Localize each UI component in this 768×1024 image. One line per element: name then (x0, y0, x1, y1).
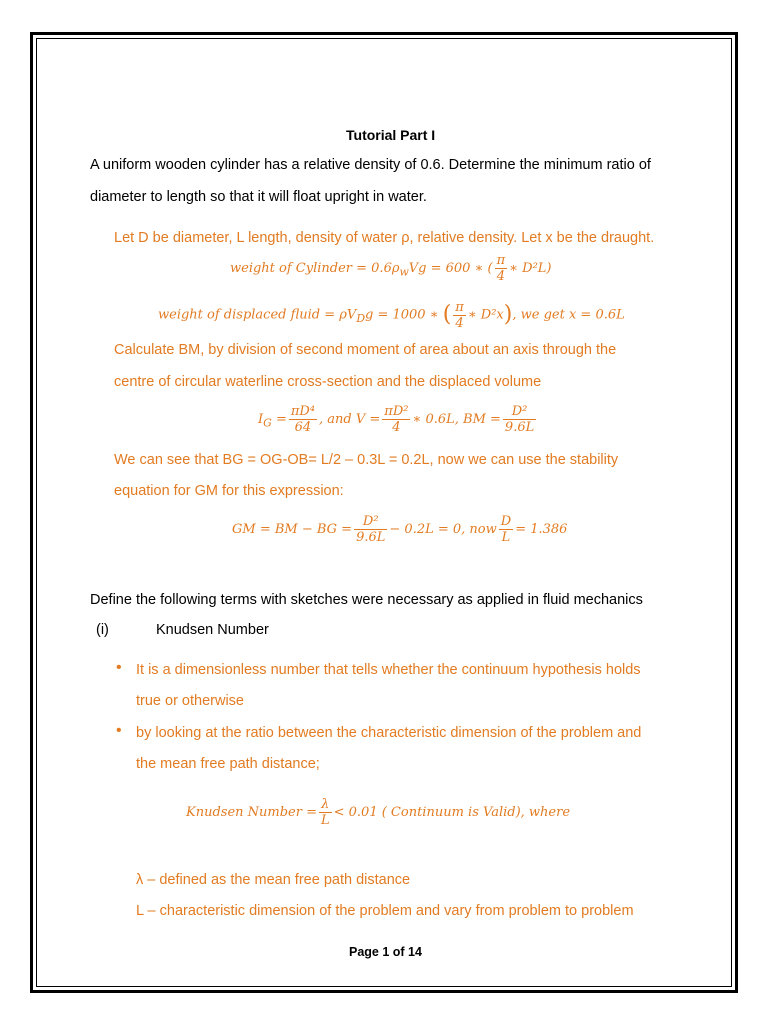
equation-knudsen (186, 795, 570, 831)
item-number: (i) (96, 622, 109, 638)
document-title: Tutorial Part I (346, 127, 436, 143)
define-heading: Define the following terms with sketches were necessary as applied in fluid mechanics (90, 592, 643, 608)
solution-intro: Let D be diameter, L length, density of water ρ, relative density. Let x be the draught. (114, 230, 655, 246)
equation-weight-cylinder (230, 252, 551, 290)
equation-gm (232, 512, 567, 548)
eq4-f2-den: L (501, 530, 511, 545)
eq4-f1-num: D² (354, 514, 387, 530)
bullet-2-line-1: by looking at the ratio between the characteristic dimension of the problem and (136, 725, 642, 741)
eq5-rhs: < 0.01 ( Continuum is Valid), where (333, 805, 571, 820)
eq1-frac-num: π (496, 253, 506, 268)
eq1-frac-den: 4 (496, 269, 506, 284)
page-footer: Page 1 of 14 (349, 945, 422, 959)
eq4-fraction-2 (499, 514, 513, 545)
eq3-and-v: , and V = (319, 412, 381, 427)
eq4-lhs: GM = BM − BG = (232, 522, 353, 537)
eq2-inner: ∗ D²x (467, 307, 504, 323)
eq4-fraction-1 (354, 514, 387, 545)
equation-ig-bm (258, 402, 538, 442)
problem-line-2: diameter to length so that it will float upright in water. (90, 189, 427, 205)
bullet-icon: • (116, 659, 122, 676)
bm-line-2: centre of circular waterline cross-section and the displaced volume (114, 374, 542, 390)
eq1-lhs: weight of Cylinder = 0.6ρ (230, 261, 400, 276)
bm-line-1: Calculate BM, by division of second moment of area about an axis through the (114, 342, 617, 358)
bg-line-2: equation for GM for this expression: (114, 483, 344, 499)
eq4-f2-num: D (500, 514, 512, 529)
eq5-den: L (320, 813, 330, 828)
eq5-fraction (319, 797, 332, 828)
eq4-rhs: = 1.386 (515, 522, 568, 537)
bg-line-1: We can see that BG = OG-OB= L/2 – 0.3L = 0.2L, now we can use the stability (114, 452, 619, 468)
eq1-rhs: ∗ D²L) (509, 261, 552, 276)
eq4-mid: − 0.2L = 0, now (389, 522, 497, 537)
eq3-f3-den: 9.6L (504, 420, 535, 435)
eq3-f2-den: 4 (392, 420, 401, 435)
eq3-eq: = (275, 412, 287, 427)
eq3-ig: I (258, 412, 264, 427)
eq1-mid: Vg = 600 ∗ ( (408, 261, 493, 276)
eq3-f1-num: πD⁴ (290, 404, 316, 419)
item-title: Knudsen Number (156, 622, 269, 638)
bullet-1-line-1: It is a dimensionless number that tells whether the continuum hypothesis holds (136, 662, 641, 678)
l-definition: L – characteristic dimension of the problem and vary from problem to problem (136, 903, 634, 919)
eq3-fraction-3 (503, 404, 536, 435)
eq2-rhs: , we get x = 0.6L (512, 307, 625, 323)
equation-weight-displaced: weight of displaced fluid = $\rho V_Dg = 1000$ ∗ ( $\frac{\pi}{4}$ ∗ D²x), we get x = 0.6L (158, 299, 625, 331)
eq3-f2-num: πD² (384, 404, 409, 419)
bullet-2-line-2: the mean free path distance; (136, 756, 320, 772)
eq3-f3-num: D² (503, 404, 536, 420)
lambda-definition: λ – defined as the mean free path distance (136, 872, 411, 888)
eq5-num: λ (319, 797, 332, 813)
eq2-mid: g = 1000 ∗ (365, 307, 439, 323)
problem-line-1: A uniform wooden cylinder has a relative density of 0.6. Determine the minimum ratio of (90, 157, 651, 173)
bullet-1-line-2: true or otherwise (136, 693, 244, 709)
eq3-tail: ∗ 0.6L, BM = (412, 412, 501, 427)
eq2-frac-num: π (455, 299, 464, 315)
eq2-frac-den: 4 (455, 315, 464, 331)
eq3-f1-den: 64 (294, 420, 312, 435)
eq3-ig-sub: G (263, 416, 272, 430)
eq2-lhs: weight of displaced fluid = ρV (158, 307, 357, 323)
eq4-f1-den: 9.6L (356, 530, 386, 545)
bullet-icon: • (116, 722, 122, 739)
eq3-fraction-1 (289, 404, 317, 435)
eq2-sub: D (356, 312, 366, 326)
eq1-fraction (495, 253, 508, 284)
eq2-fraction (453, 300, 466, 331)
eq1-sub: w (399, 265, 409, 279)
eq3-fraction-2 (382, 404, 410, 435)
eq5-lhs: Knudsen Number = (186, 805, 317, 820)
